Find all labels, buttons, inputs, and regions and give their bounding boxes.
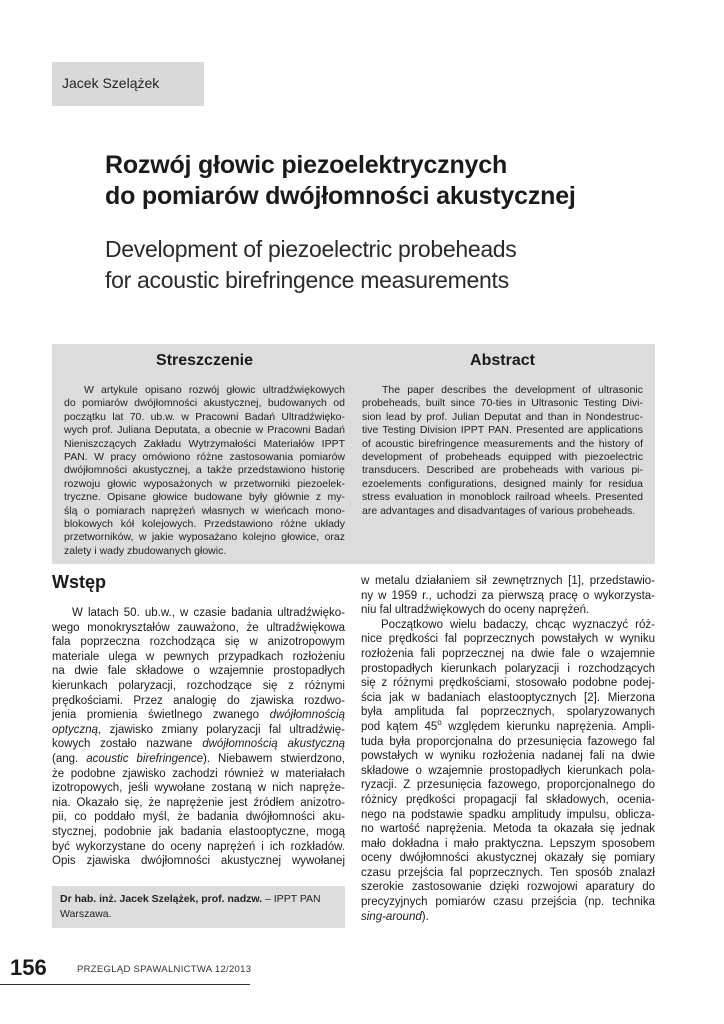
text-line: nice prędkości fal poprzecznych powstałych w wyniku xyxy=(361,633,655,646)
text-line: tryczne. Opisane głowice budowane były głównie z my- xyxy=(64,491,345,504)
text-line: powstałych w wyniku rozłożenia nadanej fali na dwie xyxy=(361,750,655,763)
text-line: zalety i wady zbudowanych głowic. xyxy=(64,544,227,557)
page-number: 156 xyxy=(10,955,47,980)
text-line: wych prof. Juliana Deputata, a obecnie w Pracowni Badań xyxy=(64,424,345,437)
affiliation-city: Warszawa. xyxy=(60,908,112,920)
text-line: sing-around). xyxy=(361,910,429,923)
text-line: no wartość naprężenia. Metoda ta okazała się jednak xyxy=(361,823,655,836)
text-line: W artykule opisano rozwój głowic ultradźwiękowych xyxy=(84,384,345,396)
author-name: Jacek Szelążek xyxy=(62,75,160,91)
abstract-text xyxy=(362,384,643,518)
text-line: oceny dwójłomności akustycznej okazały się pomiary xyxy=(361,852,655,865)
text-line: ślą o pomiarach naprężeń własnych w wieńcach mono- xyxy=(64,504,345,517)
text-line: optyczną, zjawisko zmiany polaryzacji fal ultradźwię- xyxy=(52,723,345,736)
text-line: mało dokładna i mało praktyczna. Lepszym sposobem xyxy=(361,837,655,850)
text-line: czasu przejścia fal poprzecznych. Ten sposób znalazł xyxy=(361,866,655,879)
text-line: fala poprzeczna rozchodząca się w anizotropowym xyxy=(52,636,345,649)
text-line: of acoustic birefringence measurements and the history of xyxy=(362,437,643,450)
affiliation-institute: – IPPT PAN xyxy=(262,893,321,905)
text-line: are advantages and disadvantages of various probeheads. xyxy=(362,504,636,517)
text-line: rozłożenia fali poprzecznej na dwie fale o wzajemnie xyxy=(361,647,655,660)
text-line: dwójłomności akustycznej, a także przedstawiono historię xyxy=(64,464,345,477)
text-line: się z różnymi prędkościami, stosowało podobne podej- xyxy=(361,677,655,690)
text-line: niu fal ultradźwiękowych do oceny naprężeń. xyxy=(361,604,590,617)
affiliation-box xyxy=(52,886,345,928)
text-line: precyzyjnych pomiarów czasu przejścia (np. technika xyxy=(361,896,655,909)
text-line: Początkowo wielu badaczy, chcąc wyznaczyć róż- xyxy=(381,618,655,631)
affiliation-name: Dr hab. inż. Jacek Szelążek, prof. nadzw. xyxy=(60,893,263,905)
title-english-line: Development of piezoelectric probeheads xyxy=(105,236,517,262)
text-line: kowych zostało nazwane dwójłomnością akustyczną xyxy=(52,738,345,751)
text-line: prostopadłych kierunkach polaryzacji i rozchodzących xyxy=(361,662,655,675)
text-line: szerokie zastosowanie dzięki rozwojowi aparatury do xyxy=(361,881,655,894)
text-line: wego monokryształów zauważono, że ultradźwiękowa xyxy=(52,621,345,634)
text-line: blokowych kół kolejowych. Przedstawiono różne układy xyxy=(64,518,345,531)
text-line: ryzacji. Z przesunięcia fazowego, proporcjonalnego do xyxy=(361,779,655,792)
text-line: Nieniszczących Zakładu Wytrzymałości Materiałów IPPT xyxy=(64,437,345,450)
text-line: izotropowych, jeśli wywołane zostaną w nich napręże- xyxy=(52,782,345,795)
title-english xyxy=(105,234,685,296)
text-line: prędkościami. Przez analogię do zjawiska rozdwo- xyxy=(52,694,345,707)
section-title: Wstęp xyxy=(52,572,106,592)
text-line: ścia jak w badaniach elastooptycznych [2]. Mierzona xyxy=(361,691,655,704)
streszczenie-text xyxy=(64,384,345,558)
text-line: nia. Okazało się, że naprężenie jest źródłem anizotro- xyxy=(52,796,345,809)
author-box xyxy=(52,62,204,106)
text-line: transducers. Described are probeheads with various pi- xyxy=(362,464,643,477)
text-line: była amplituda fal poprzecznych, spolaryzowanych xyxy=(361,706,655,719)
text-line: pii, co poddało myśl, że badania dwójłomności aku- xyxy=(52,811,345,824)
text-line: do pomiarów dwójłomności akustycznej, budowanych od xyxy=(64,397,345,410)
title-english-line: for acoustic birefringence measurements xyxy=(105,267,509,293)
text-line: PAN. W pracy omówiono różne zastosowania pomiarów xyxy=(64,451,345,464)
text-line: na dwie fale składowe o wzajemnie prostopadłych xyxy=(52,665,345,678)
text-line: (ang. acoustic birefringence). Niebawem stwierdzono, xyxy=(52,752,345,765)
text-line: probeheads, built since 70-ties in Ultrasonic Testing Divi- xyxy=(362,397,643,410)
text-line: sion lead by prof. Julian Deputat and than in Nondestruc- xyxy=(362,410,643,423)
title-polish-line: do pomiarów dwójłomności akustycznej xyxy=(105,182,576,210)
text-line: że podobne zjawisko zachodzi również w materiałach xyxy=(52,767,345,780)
text-line: początku lat 70. ub.w. w Pracowni Badań Ultradźwięko- xyxy=(64,410,345,423)
abstract-heading: Abstract xyxy=(470,352,535,369)
text-line: ny w 1959 r., uchodzi za pierwszą pracę o wykorzysta- xyxy=(361,589,655,602)
text-line: składowe o wzajemnie prostopadłych kierunkach pola- xyxy=(361,764,655,777)
text-line: przetworników, w jakie wyposażano kolejno głowice, oraz xyxy=(64,531,345,544)
abstract-box xyxy=(52,344,655,564)
title-polish xyxy=(105,150,685,212)
text-line: stress evaluation in monoblock railroad wheels. Presented xyxy=(362,491,643,504)
text-line: materiale ulega w pewnych przypadkach rozłożeniu xyxy=(52,650,345,663)
text-line: kierunkach polaryzacji, rozchodzące się z różnymi xyxy=(52,679,345,692)
text-line: tive Testing Division IPPT PAN. Presented are applications xyxy=(362,424,643,437)
footer-rule xyxy=(0,984,250,985)
text-line: ezoelements configurations, designed mainly for residua xyxy=(362,477,643,490)
text-line: development of probeheads equipped with piezoelectric xyxy=(362,451,643,464)
text-line: stycznej, podobnie jak badania elastooptyczne, mogą xyxy=(52,825,345,838)
body-right-column xyxy=(361,574,655,924)
streszczenie-heading: Streszczenie xyxy=(156,352,253,369)
journal-name: PRZEGLĄD SPAWALNICTWA 12/2013 xyxy=(77,964,252,975)
text-line: jenia promienia świetlnego zwanego dwójłomnością xyxy=(52,709,345,722)
text-line: Opis zjawiska dwójłomności akustycznej wywołanej xyxy=(52,855,345,868)
text-line: w metalu działaniem sił zewnętrznych [1], przedstawio- xyxy=(361,575,655,587)
body-left-column xyxy=(52,606,345,869)
text-line: pod kątem 45$^o$ względem kierunku naprężenia. Ampli- xyxy=(361,718,655,733)
text-line: nego na podstawie spadku amplitudy impulsu, oblicza- xyxy=(361,808,655,821)
text-line: różnicy prędkości propagacji fal składowych, ocenia- xyxy=(361,793,655,806)
title-polish-line: Rozwój głowic piezoelektrycznych xyxy=(105,151,508,179)
text-line: The paper describes the development of ultrasonic xyxy=(382,384,643,396)
text-line: być wykorzystane do oceny naprężeń i ich rozkładów. xyxy=(52,840,345,853)
text-line: W latach 50. ub.w., w czasie badania ultradźwięko- xyxy=(72,607,345,619)
text-line: tuda była proporcjonalna do przesunięcia fazowego fal xyxy=(361,735,655,748)
text-line: rozwoju głowic wyposażonych w przetworniki piezoelek- xyxy=(64,477,345,490)
